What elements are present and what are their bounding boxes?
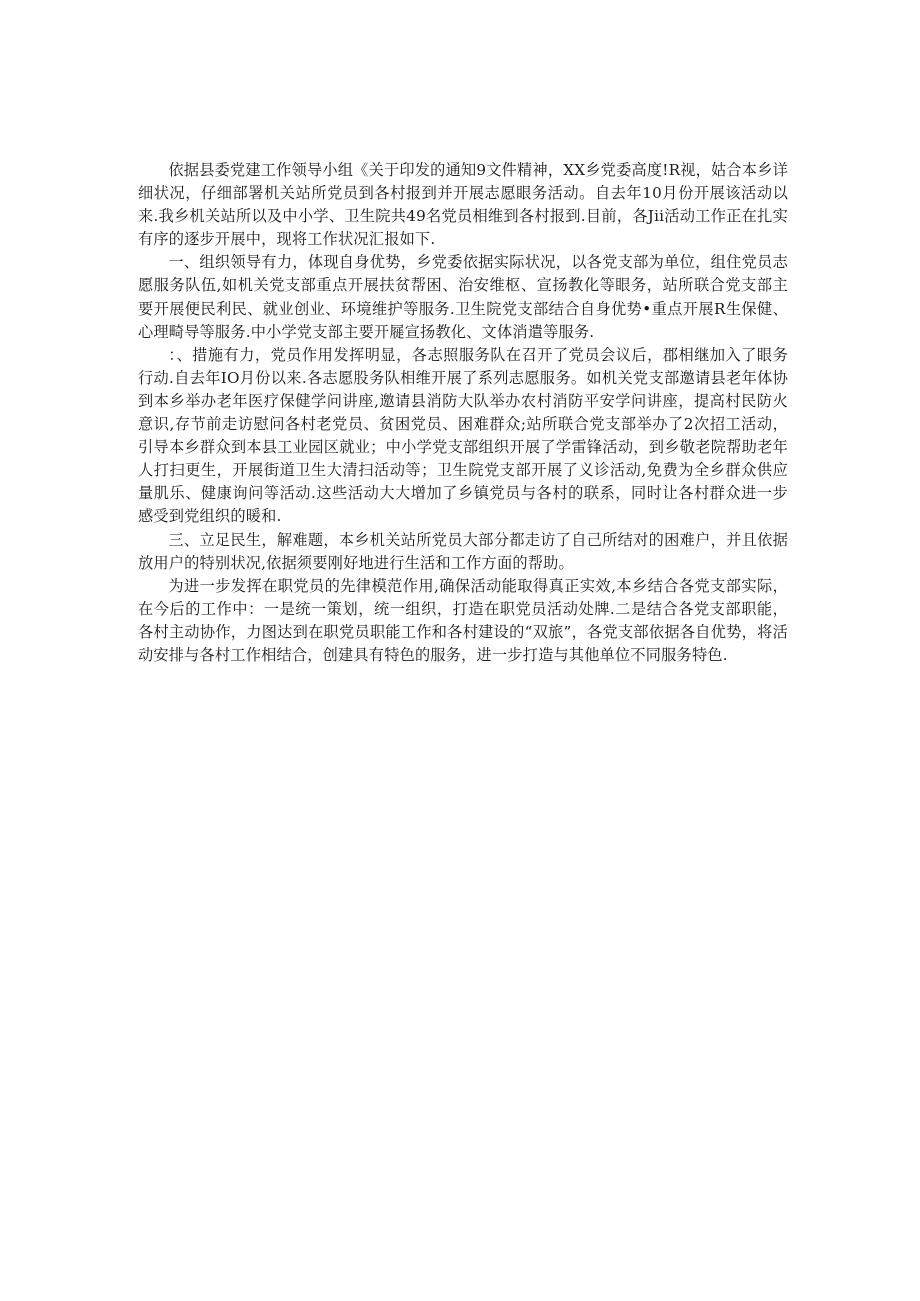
paragraph-section-1: 一、组织领导有力，体现自身优势，乡党委依据实际状况，以各党支部为单位，组住党员志愿服务队伍,如机关党支部重点开展扶贫帮困、治安维枢、宣扬教化等眼务，站所联合党支部主要开展便民利民、就业创业、环境维护等服务.卫生院党支部结合自身优势•重点开展R生保健、心理畸导等服务.中小学党支部主要开屣宣扬教化、文体消遣等服务.: [138, 253, 788, 341]
paragraph-section-2: ：、措施有力，党员作用发挥明显，各志照服务队在召开了党员会议后，郡相继加入了眼务行动.自去年IO月份以来.各志愿股务队相维开展了系列志愿服务。如机关党支部邀请县老年体协到本乡举办老年医疗保健学问讲座,邀请县消防大队举办农村消防平安学问讲座，提高村民防火意识,存节前走访慰问各村老党员、贫困党员、困难群众;站所联合党支部举办了2次招工活动，引导本乡群众到本县工业园区就业；中小学党支部组织开展了学雷锋活动，到乡敬老院帮助老年人打扫更生，开展街道卫生大清扫活动等；卫生院党支部开展了义诊活动,免费为全乡群众供应量肌乐、健康询问等活动.这些活动大大增加了乡镇党员与各村的联系，同时让各村群众进一步感受到党组织的暖和.: [138, 345, 788, 526]
paragraph-conclusion: 为进一步发挥在职党员的先律模范作用,确保活动能取得真正实效,本乡结合各党支部实际，在今后的工作中：一是统一策划，统一组织，打造在职党员活动处牌.二是结合各党支部职能，各村主动协作，力图达到在职党员职能工作和各村建设的“双旅”，各党支部依据各自优势，将活动安排与各村工作相结合，创建具有特色的服务，进一步打造与其他单位不同服务特色.: [138, 576, 788, 664]
paragraph-intro: 依据县委党建工作领导小组《关于印发的通知9文件精神，XX乡党委高度!R视，姑合本乡详细状况，仔细部署机关站所党员到各村报到并开展志愿眼务活动。自去年10月份开展该活动以来.我乡机关站所以及中小学、卫生院共49名党员相维到各村报到.目前，各Jii活动工作正在扎实有序的逐步开展中，现将工作状况汇报如下.: [138, 161, 788, 249]
paragraph-section-3: 三、立足民生，解难题，本乡机关站所党员大部分都走访了自己所结对的困难户，并且依据放用户的特别状况,依据须要刚好地进行生活和工作方面的帮助。: [138, 530, 788, 572]
document-body: [138, 159, 788, 667]
